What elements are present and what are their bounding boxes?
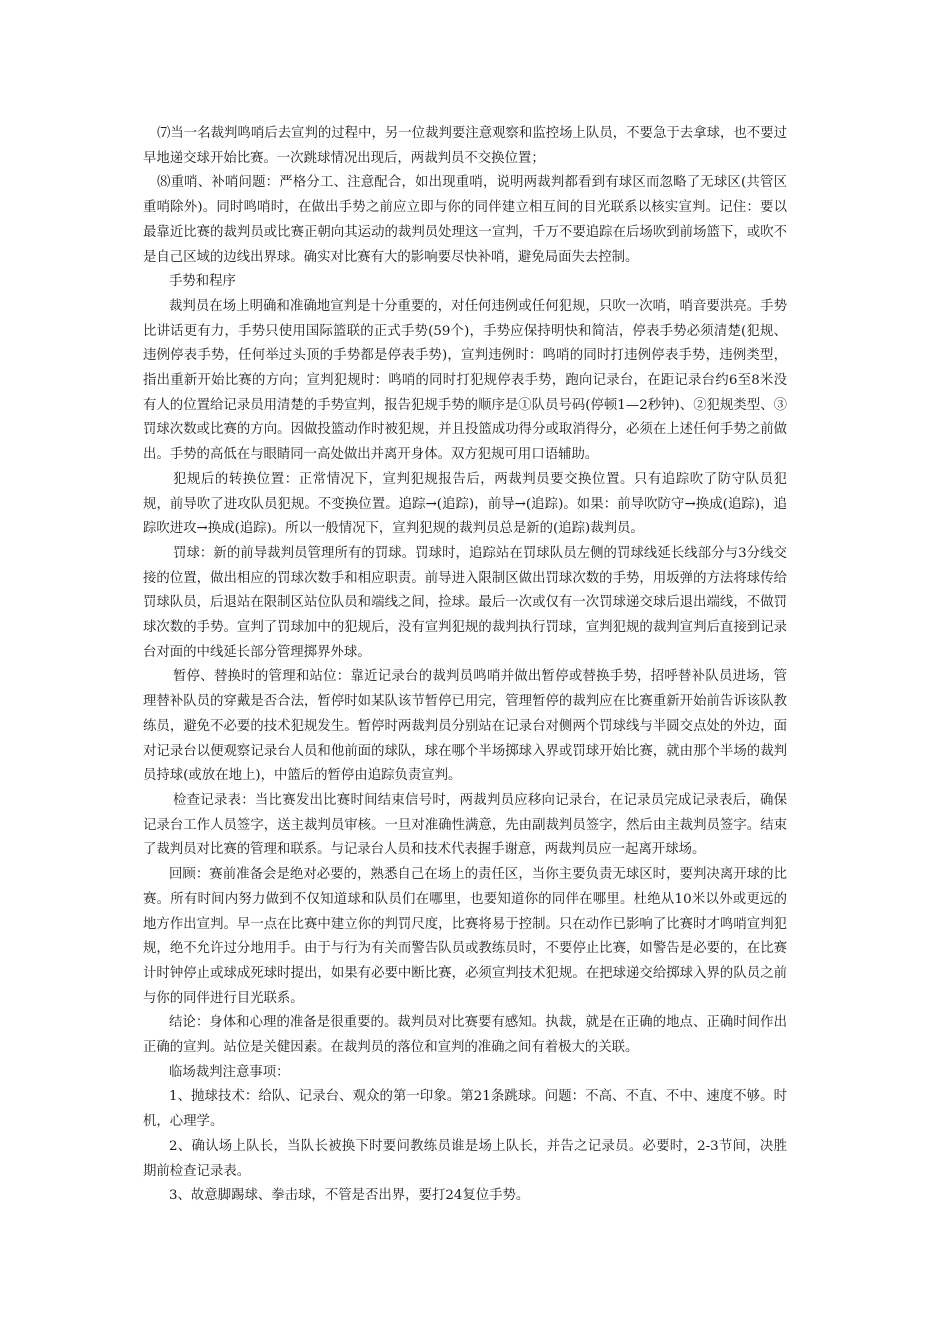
section-heading-on-court-notes: 临场裁判注意事项： bbox=[169, 1064, 290, 1080]
paragraph-position-switch: 犯规后的转换位置：正常情况下，宣判犯规报告后，两裁判员要交换位置。只有追踪吹了防守队员犯规，前导吹了进攻队员犯规。不变换位置。追踪→(追踪)，前导→(追踪)。如果：前导吹防守→换成(追踪)，追踪吹进攻→换成(追踪)。所以一般情况下，宣判犯规的裁判员总是新的(追踪)裁判员。 bbox=[143, 471, 787, 537]
list-item-captain: 2、确认场上队长，当队长被换下时要问教练员谁是场上队长，并告之记录员。必要时，2-3节间，决胜期前检查记录表。 bbox=[143, 1138, 787, 1179]
list-item-toss-technique: 1、抛球技术：给队、记录台、观众的第一印象。第21条跳球。问题：不高、不直、不中、速度不够。时机，心理学。 bbox=[143, 1089, 787, 1130]
paragraph-review: 回顾：赛前准备会是绝对必要的，熟悉自己在场上的责任区，当你主要负责无球区时，要判决离开球的比赛。所有时间内努力做到不仅知道球和队员们在哪里，也要知道你的同伴在哪里。杜绝从10米以外或更远的地方作出宣判。早一点在比赛中建立你的判罚尺度，比赛将易于控制。只在动作已影响了比赛时才鸣哨宣判犯规，绝不允许过分地用手。由于与行为有关而警告队员或教练员时，不要停止比赛，如警告是必要的，在比赛计时钟停止或球成死球时提出，如果有必要中断比赛，必须宣判技术犯规。在把球递交给掷球入界的队员之前与你的同伴进行目光联系。 bbox=[143, 867, 787, 1006]
document-body bbox=[143, 122, 787, 1209]
paragraph-item-8-double-whistle: ⑻重哨、补哨问题：严格分工、注意配合，如出现重哨，说明两裁判都看到有球区而忽略了无球区(共管区重哨除外)。同时鸣哨时，在做出手势之前应立即与你的同伴建立相互间的目光联系以核实宣判。记住：要以最靠近比赛的裁判员或比赛正朝向其运动的裁判员处理这一宣判，千万不要追踪在后场吹到前场篮下，或吹不是自己区域的边线出界球。确实对比赛有大的影响要尽快补哨，避免局面失去控制。 bbox=[143, 175, 787, 265]
paragraph-conclusion: 结论：身体和心理的准备是很重要的。裁判员对比赛要有感知。执裁，就是在正确的地点、正确时间作出正确的宣判。站位是关健因素。在裁判员的落位和宣判的准确之间有着极大的关联。 bbox=[143, 1015, 787, 1056]
paragraph-timeout-substitution: 暂停、替换时的管理和站位：靠近记录台的裁判员鸣哨并做出暂停或替换手势，招呼替补队员进场，管理替补队员的穿戴是否合法，暂停时如某队该节暂停已用完，管理暂停的裁判应在比赛重新开始前告诉该队教练员，避免不必要的技术犯规发生。暂停时两裁判员分别站在记录台对侧两个罚球线与半圆交点处的外边，面对记录台以便观察记录台人员和他前面的球队，球在哪个半场掷球入界或罚球开始比赛，就由那个半场的裁判员持球(或放在地上)，中篮后的暂停由追踪负责宣判。 bbox=[143, 669, 787, 784]
paragraph-scoresheet-check: 检查记录表：当比赛发出比赛时间结束信号时，两裁判员应移向记录台，在记录员完成记录表后，确保记录台工作人员签字，送主裁判员审核。一旦对准确性满意，先由副裁判员签字，然后由主裁判员签字。结束了裁判员对比赛的管理和联系。与记录台人员和技术代表握手谢意，两裁判员应一起离开球场。 bbox=[143, 792, 787, 858]
paragraph-signals: 裁判员在场上明确和准确地宣判是十分重要的，对任何违例或任何犯规，只吹一次哨，哨音要洪亮。手势比讲话更有力，手势只使用国际篮联的正式手势(59个)，手势应保持明快和简洁，停表手势必须清楚(犯规、违例停表手势，任何举过头顶的手势都是停表手势)，宣判违例时：鸣哨的同时打违例停表手势，违例类型，指出重新开始比赛的方向；宣判犯规时：鸣哨的同时打犯规停表手势，跑向记录台，在距记录台约6至8米没有人的位置给记录员用清楚的手势宣判，报告犯规手势的顺序是①队员号码(停顿1—2秒钟)、②犯规类型、③罚球次数或比赛的方向。因做投篮动作时被犯规，并且投篮成功得分或取消得分，必须在上述任何手势之前做出。手势的高低在与眼睛同一高处做出并离开身体。双方犯规可用口语辅助。 bbox=[143, 298, 787, 463]
paragraph-free-throw: 罚球：新的前导裁判员管理所有的罚球。罚球时，追踪站在罚球队员左侧的罚球线延长线部分与3分线交接的位置，做出相应的罚球次数手和相应职责。前导进入限制区做出罚球次数的手势，用坂弹的方法将球传给罚球队员，后退站在限制区站位队员和端线之间，捡球。最后一次或仅有一次罚球递交球后退出端线，不做罚球次数的手势。宣判了罚球加中的犯规后，没有宣判犯规的裁判执行罚球，宣判犯规的裁判宣判后直接到记录台对面的中线延长部分管理掷界外球。 bbox=[143, 545, 787, 660]
paragraph-item-7-jump-ball-position: ⑺当一名裁判鸣哨后去宣判的过程中，另一位裁判要注意观察和监控场上队员，不要急于去拿球，也不要过早地递交球开始比赛。一次跳球情况出现后，两裁判员不交换位置； bbox=[143, 126, 787, 166]
list-item-kick-ball: 3、故意脚踢球、拳击球，不管是否出界，要打24复位手势。 bbox=[169, 1188, 530, 1204]
section-heading-signals-procedure: 手势和程序 bbox=[169, 274, 236, 290]
